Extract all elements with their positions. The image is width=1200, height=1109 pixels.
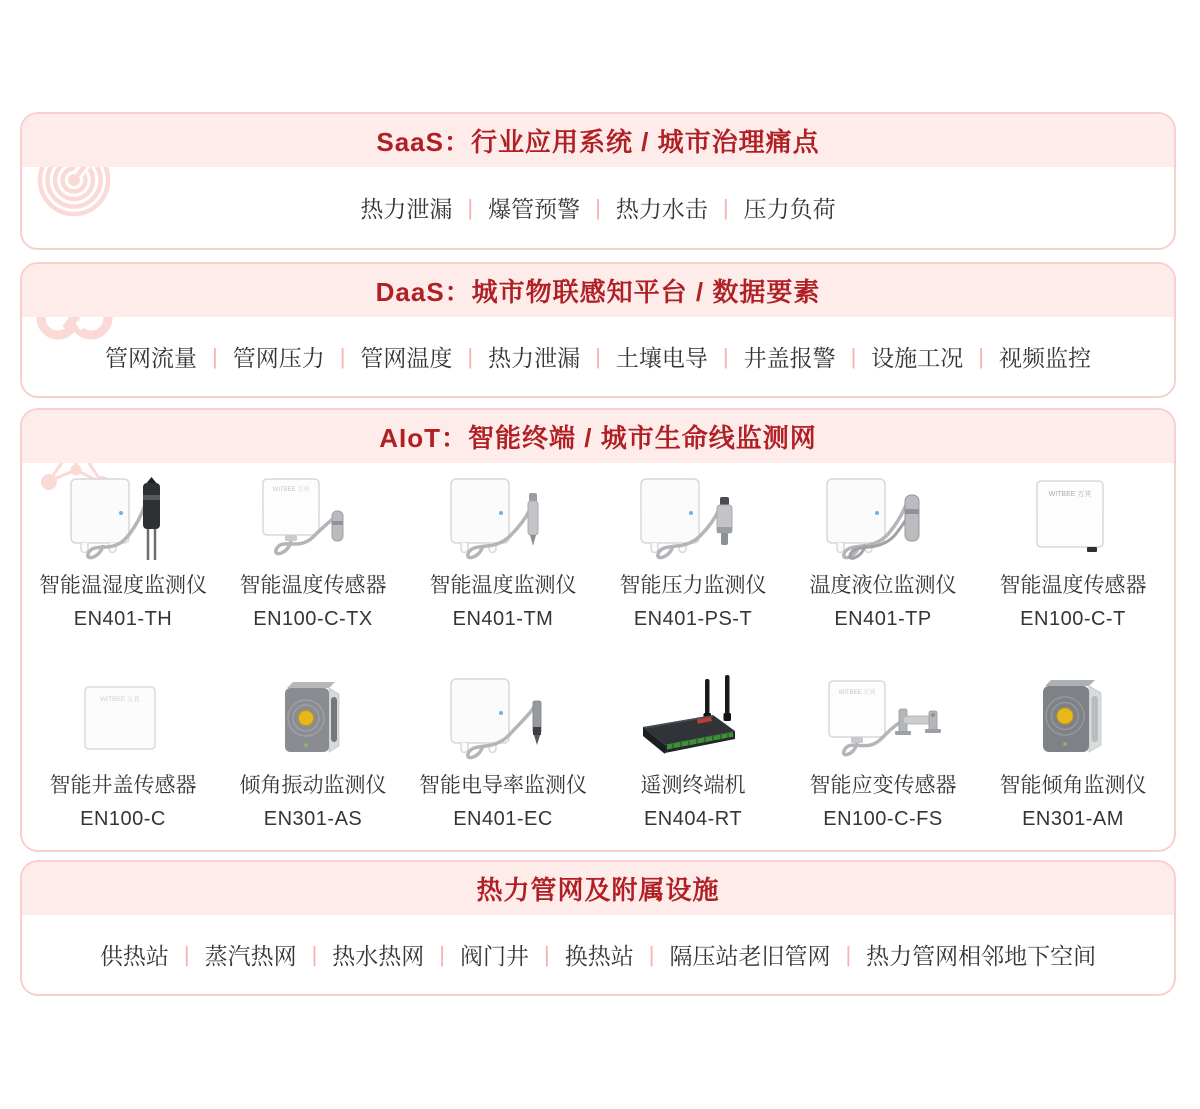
temperature-sensor-image [233, 475, 393, 563]
list-item: 蒸汽热网 [204, 943, 297, 969]
list-item: 热力泄漏 [360, 196, 453, 222]
device-name: 智能温度传感器 [999, 574, 1147, 597]
device-name: 智能温度传感器 [239, 574, 387, 597]
separator: | [978, 343, 985, 369]
temperature-level-monitor-image [803, 475, 963, 563]
facilities-section [20, 860, 1176, 996]
separator: | [850, 343, 857, 369]
device-name: 智能应变传感器 [809, 774, 957, 797]
device-card [218, 475, 408, 631]
device-brand-label: WITBEE 万宾 [1048, 491, 1092, 498]
separator: | [648, 941, 655, 967]
list-item: 土壤电导 [615, 345, 708, 371]
device-model: EN100-C [80, 808, 166, 830]
device-name: 温度液位监测仪 [809, 574, 957, 597]
facilities-title: 热力管网及附属设施 [476, 875, 720, 905]
list-item: 管网流量 [104, 345, 197, 371]
separator: | [544, 941, 550, 967]
device-card [28, 475, 218, 631]
tilt-monitor-image [993, 675, 1153, 763]
facilities-header [22, 862, 1174, 915]
device-row-2 [28, 675, 1168, 831]
device-brand-label: WITBEE 万宾 [272, 487, 310, 493]
device-model: EN100-C-FS [823, 808, 943, 830]
separator: | [339, 343, 346, 369]
device-model: EN100-C-T [1020, 608, 1126, 630]
aiot-title: AIoT：智能终端 / 城市生命线监测网 [379, 423, 817, 453]
list-item: 管网温度 [360, 345, 453, 371]
device-card [218, 675, 408, 831]
separator: | [722, 194, 729, 220]
list-item: 管网压力 [232, 345, 325, 371]
device-name: 智能倾角监测仪 [999, 774, 1147, 797]
device-name: 智能井盖传感器 [49, 774, 197, 797]
separator: | [211, 343, 218, 369]
device-brand-label: WITBEE 万宾 [838, 690, 876, 696]
list-item: 热力管网相邻地下空间 [866, 943, 1097, 969]
separator: | [311, 941, 318, 967]
device-model: EN301-AS [263, 808, 363, 830]
device-card [598, 675, 788, 831]
conductivity-monitor-image [423, 675, 583, 763]
device-name: 智能压力监测仪 [619, 574, 767, 597]
list-item: 视频监控 [999, 345, 1092, 371]
separator: | [467, 194, 474, 220]
list-item: 压力负荷 [743, 196, 836, 222]
aiot-section [20, 408, 1176, 852]
list-item: 设施工况 [871, 345, 964, 371]
list-item: 供热站 [99, 943, 169, 969]
daas-items-list [105, 340, 1091, 373]
device-card [978, 475, 1168, 631]
device-model: EN401-TH [73, 608, 173, 630]
device-model: EN404-RT [643, 808, 743, 830]
device-name: 智能温湿度监测仪 [39, 574, 207, 597]
separator: | [595, 194, 601, 220]
separator: | [439, 941, 445, 967]
device-model: EN100-C-TX [253, 608, 373, 630]
device-model: EN401-EC [453, 808, 553, 830]
tilt-vibration-monitor-image [233, 675, 393, 763]
separator: | [183, 941, 190, 967]
strain-sensor-image [803, 675, 963, 763]
list-item: 阀门井 [460, 943, 529, 969]
device-model: EN401-TP [834, 608, 932, 630]
device-card [408, 675, 598, 831]
daas-header [22, 264, 1174, 317]
aiot-header [22, 410, 1174, 463]
list-item: 换热站 [564, 943, 634, 969]
device-card [788, 475, 978, 631]
pressure-monitor-image [613, 475, 773, 563]
manhole-cover-sensor-image [43, 675, 203, 763]
device-name: 智能电导率监测仪 [419, 774, 587, 797]
separator: | [845, 941, 852, 967]
list-item: 井盖报警 [743, 345, 836, 371]
list-item: 热力水击 [615, 196, 708, 222]
device-brand-label: WITBEE 万宾 [100, 696, 140, 703]
device-model: EN401-PS-T [633, 608, 753, 630]
device-model: EN301-AM [1022, 808, 1124, 830]
separator: | [467, 343, 474, 369]
separator: | [722, 343, 729, 369]
device-card [788, 675, 978, 831]
list-item: 热力泄漏 [488, 345, 581, 371]
device-card [408, 475, 598, 631]
device-row-1 [28, 475, 1168, 631]
device-card [28, 675, 218, 831]
device-card [978, 675, 1168, 831]
temperature-humidity-monitor-image [43, 475, 203, 563]
saas-header [22, 114, 1174, 167]
telemetry-terminal-image [613, 675, 773, 763]
list-item: 爆管预警 [488, 196, 581, 222]
saas-items-list [360, 191, 835, 224]
device-name: 智能温度监测仪 [429, 574, 577, 597]
separator: | [595, 343, 601, 369]
facilities-items-list [100, 938, 1096, 971]
device-card [598, 475, 788, 631]
device-name: 倾角振动监测仪 [239, 774, 387, 797]
list-item: 热水热网 [332, 943, 425, 969]
saas-section [20, 112, 1176, 250]
saas-title: SaaS：行业应用系统 / 城市治理痛点 [376, 127, 820, 157]
device-model: EN401-TM [452, 608, 554, 630]
device-name: 遥测终端机 [640, 774, 746, 797]
daas-title: DaaS：城市物联感知平台 / 数据要素 [375, 277, 821, 307]
list-item: 隔压站老旧管网 [669, 943, 831, 969]
temperature-sensor-box-image [993, 475, 1153, 563]
temperature-monitor-image [423, 475, 583, 563]
daas-section [20, 262, 1176, 398]
